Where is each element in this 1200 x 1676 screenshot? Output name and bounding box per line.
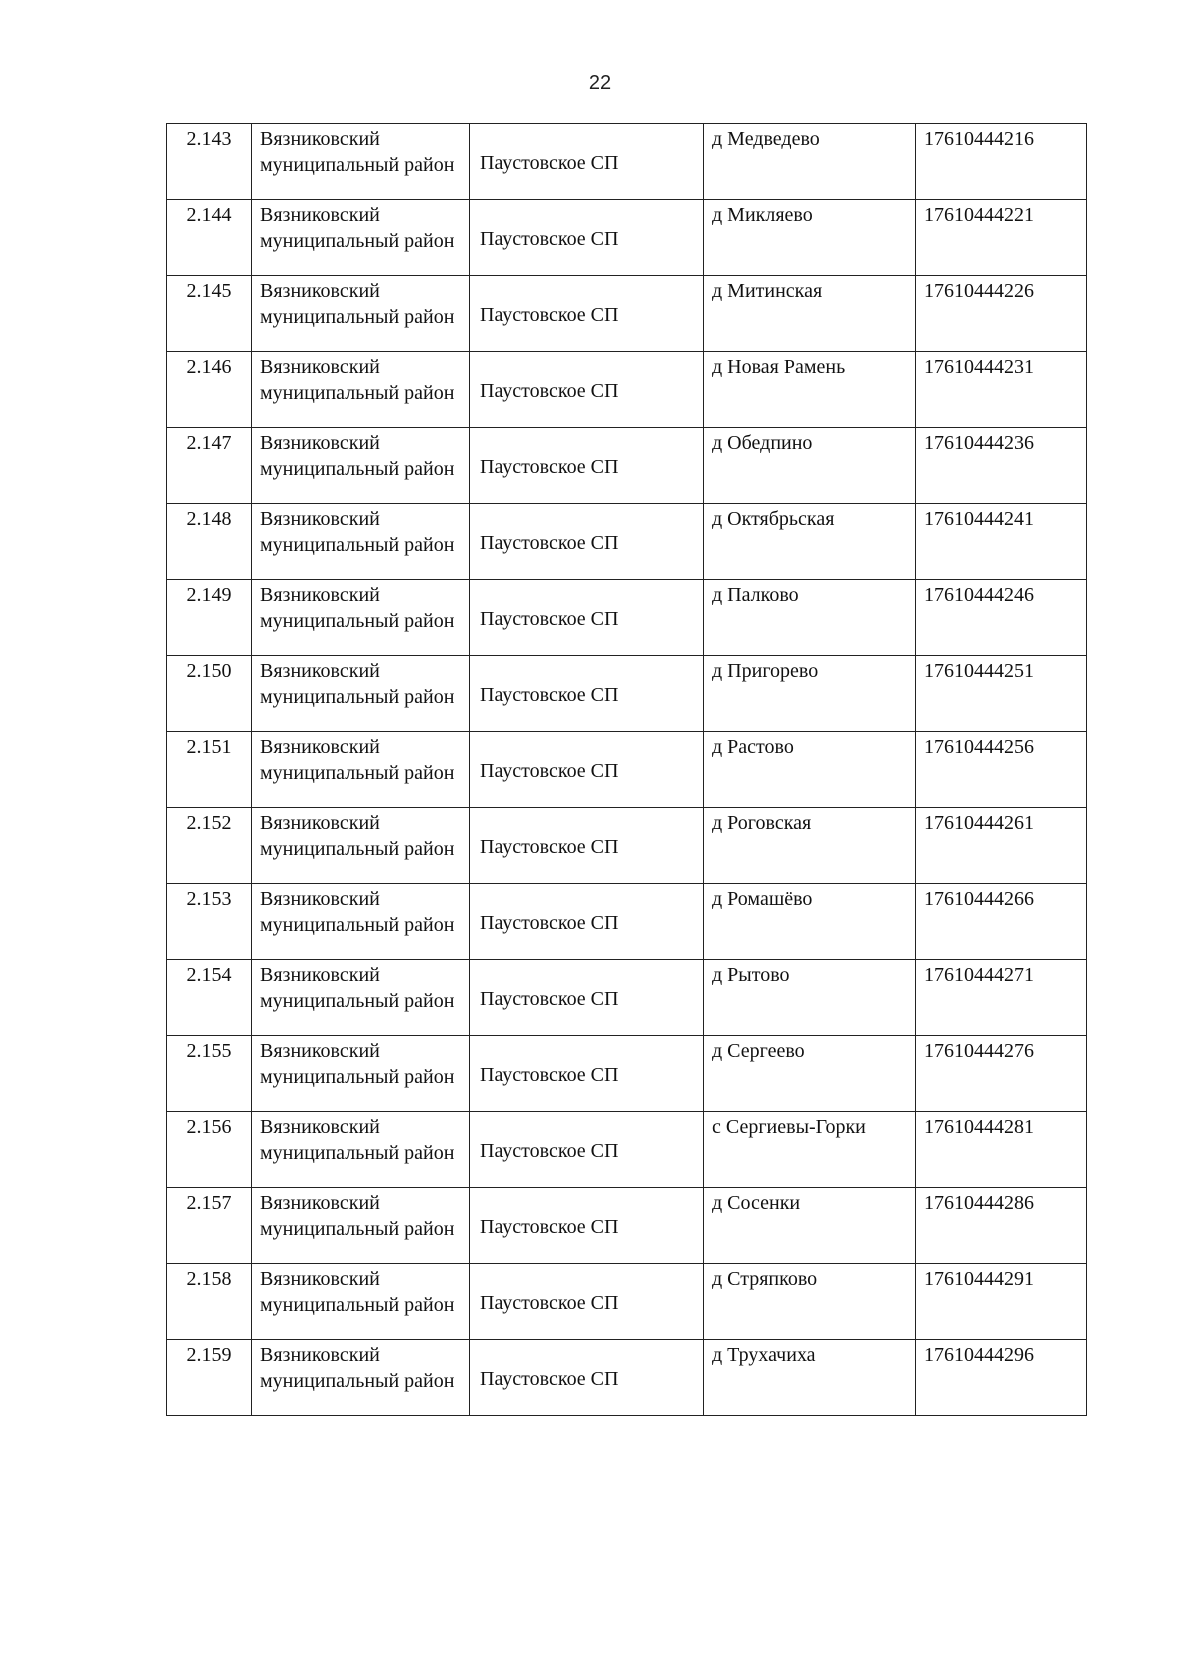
- district-cell: Вязниковский муниципальный район: [252, 1112, 470, 1188]
- table-row: [167, 200, 1087, 276]
- locality-cell: д Митинская: [704, 276, 916, 352]
- row-number-cell: 2.159: [167, 1340, 252, 1416]
- district-cell: Вязниковский муниципальный район: [252, 1188, 470, 1264]
- oktmo-code-cell: 17610444221: [916, 200, 1087, 276]
- settlement-cell: Паустовское СП: [470, 276, 704, 352]
- settlement-cell: Паустовское СП: [470, 1036, 704, 1112]
- table-row: [167, 884, 1087, 960]
- oktmo-code-cell: 17610444241: [916, 504, 1087, 580]
- oktmo-code-cell: 17610444216: [916, 124, 1087, 200]
- row-number-cell: 2.143: [167, 124, 252, 200]
- table-body: [167, 124, 1087, 1416]
- oktmo-code-cell: 17610444231: [916, 352, 1087, 428]
- oktmo-code-cell: 17610444271: [916, 960, 1087, 1036]
- row-number-cell: 2.154: [167, 960, 252, 1036]
- table-row: [167, 1188, 1087, 1264]
- district-cell: Вязниковский муниципальный район: [252, 732, 470, 808]
- oktmo-code-cell: 17610444296: [916, 1340, 1087, 1416]
- district-cell: Вязниковский муниципальный район: [252, 884, 470, 960]
- table-row: [167, 428, 1087, 504]
- settlement-cell: Паустовское СП: [470, 352, 704, 428]
- settlement-cell: Паустовское СП: [470, 884, 704, 960]
- locality-cell: д Обедпино: [704, 428, 916, 504]
- row-number-cell: 2.144: [167, 200, 252, 276]
- locality-cell: д Микляево: [704, 200, 916, 276]
- district-cell: Вязниковский муниципальный район: [252, 352, 470, 428]
- district-cell: Вязниковский муниципальный район: [252, 504, 470, 580]
- district-cell: Вязниковский муниципальный район: [252, 656, 470, 732]
- locality-cell: д Стряпково: [704, 1264, 916, 1340]
- locality-cell: д Рытово: [704, 960, 916, 1036]
- oktmo-code-cell: 17610444291: [916, 1264, 1087, 1340]
- locality-cell: с Сергиевы-Горки: [704, 1112, 916, 1188]
- settlement-cell: Паустовское СП: [470, 200, 704, 276]
- table-row: [167, 808, 1087, 884]
- settlement-cell: Паустовское СП: [470, 656, 704, 732]
- locality-cell: д Новая Рамень: [704, 352, 916, 428]
- row-number-cell: 2.147: [167, 428, 252, 504]
- row-number-cell: 2.148: [167, 504, 252, 580]
- oktmo-code-cell: 17610444226: [916, 276, 1087, 352]
- locality-cell: д Сосенки: [704, 1188, 916, 1264]
- district-cell: Вязниковский муниципальный район: [252, 1036, 470, 1112]
- settlements-table: [166, 123, 1087, 1416]
- district-cell: Вязниковский муниципальный район: [252, 428, 470, 504]
- table-row: [167, 656, 1087, 732]
- district-cell: Вязниковский муниципальный район: [252, 124, 470, 200]
- table-row: [167, 1036, 1087, 1112]
- settlement-cell: Паустовское СП: [470, 1188, 704, 1264]
- locality-cell: д Сергеево: [704, 1036, 916, 1112]
- locality-cell: д Октябрьская: [704, 504, 916, 580]
- row-number-cell: 2.156: [167, 1112, 252, 1188]
- row-number-cell: 2.152: [167, 808, 252, 884]
- locality-cell: д Роговская: [704, 808, 916, 884]
- row-number-cell: 2.153: [167, 884, 252, 960]
- table-row: [167, 504, 1087, 580]
- locality-cell: д Палково: [704, 580, 916, 656]
- settlement-cell: Паустовское СП: [470, 1340, 704, 1416]
- district-cell: Вязниковский муниципальный район: [252, 276, 470, 352]
- oktmo-code-cell: 17610444276: [916, 1036, 1087, 1112]
- settlement-cell: Паустовское СП: [470, 1264, 704, 1340]
- row-number-cell: 2.149: [167, 580, 252, 656]
- settlement-cell: Паустовское СП: [470, 1112, 704, 1188]
- district-cell: Вязниковский муниципальный район: [252, 1264, 470, 1340]
- district-cell: Вязниковский муниципальный район: [252, 960, 470, 1036]
- locality-cell: д Медведево: [704, 124, 916, 200]
- settlement-cell: Паустовское СП: [470, 808, 704, 884]
- row-number-cell: 2.146: [167, 352, 252, 428]
- locality-cell: д Трухачиха: [704, 1340, 916, 1416]
- table-row: [167, 960, 1087, 1036]
- settlement-cell: Паустовское СП: [470, 504, 704, 580]
- oktmo-code-cell: 17610444256: [916, 732, 1087, 808]
- row-number-cell: 2.155: [167, 1036, 252, 1112]
- table-row: [167, 124, 1087, 200]
- locality-cell: д Пригорево: [704, 656, 916, 732]
- row-number-cell: 2.151: [167, 732, 252, 808]
- district-cell: Вязниковский муниципальный район: [252, 200, 470, 276]
- settlement-cell: Паустовское СП: [470, 960, 704, 1036]
- row-number-cell: 2.145: [167, 276, 252, 352]
- locality-cell: д Ромашёво: [704, 884, 916, 960]
- district-cell: Вязниковский муниципальный район: [252, 580, 470, 656]
- oktmo-code-cell: 17610444286: [916, 1188, 1087, 1264]
- table-row: [167, 352, 1087, 428]
- row-number-cell: 2.158: [167, 1264, 252, 1340]
- settlement-cell: Паустовское СП: [470, 428, 704, 504]
- row-number-cell: 2.157: [167, 1188, 252, 1264]
- settlement-cell: Паустовское СП: [470, 580, 704, 656]
- oktmo-code-cell: 17610444261: [916, 808, 1087, 884]
- district-cell: Вязниковский муниципальный район: [252, 808, 470, 884]
- settlement-cell: Паустовское СП: [470, 124, 704, 200]
- table-row: [167, 276, 1087, 352]
- row-number-cell: 2.150: [167, 656, 252, 732]
- table-row: [167, 1112, 1087, 1188]
- district-cell: Вязниковский муниципальный район: [252, 1340, 470, 1416]
- oktmo-code-cell: 17610444266: [916, 884, 1087, 960]
- oktmo-code-cell: 17610444251: [916, 656, 1087, 732]
- table-row: [167, 1340, 1087, 1416]
- oktmo-code-cell: 17610444281: [916, 1112, 1087, 1188]
- table-row: [167, 1264, 1087, 1340]
- page-number: 22: [588, 72, 612, 94]
- oktmo-code-cell: 17610444236: [916, 428, 1087, 504]
- settlement-cell: Паустовское СП: [470, 732, 704, 808]
- table-row: [167, 732, 1087, 808]
- table-row: [167, 580, 1087, 656]
- oktmo-code-cell: 17610444246: [916, 580, 1087, 656]
- locality-cell: д Растово: [704, 732, 916, 808]
